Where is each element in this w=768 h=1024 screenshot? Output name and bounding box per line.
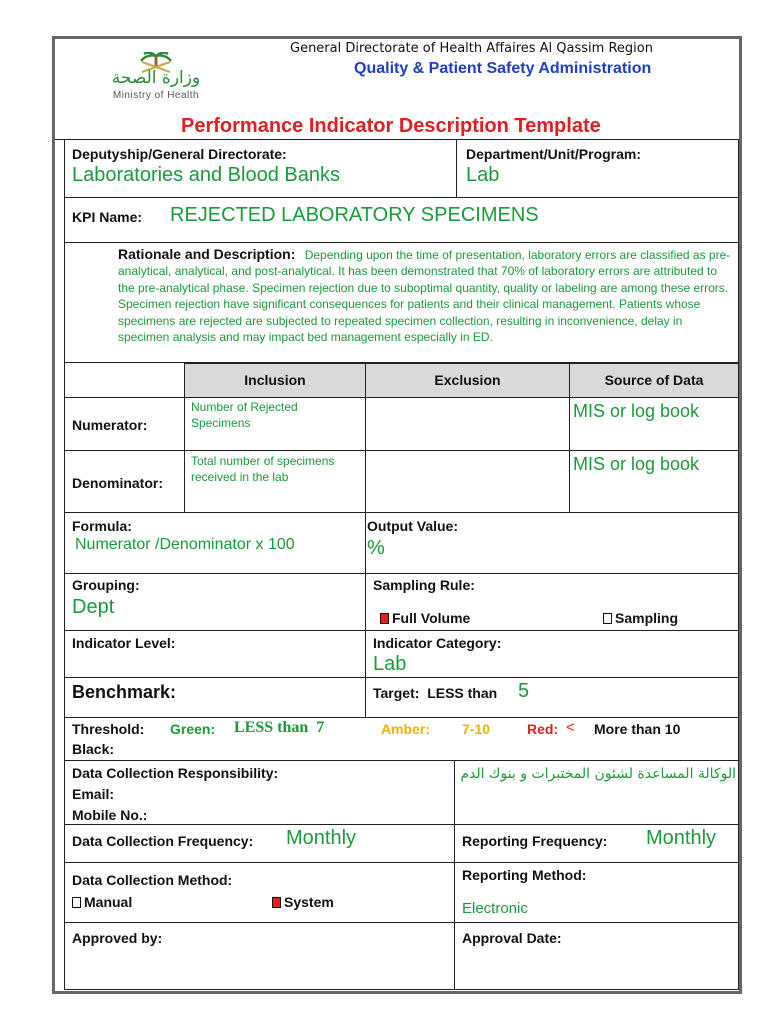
denominator-inclusion: Total number of specimens received in the lab [191, 454, 335, 484]
department-label: Department/Unit/Program: [466, 146, 642, 162]
reporting-method-value: Electronic [462, 900, 528, 917]
directorate-title: General Directorate of Health Affaires Al Qassim Region [290, 41, 653, 56]
numerator-source: MIS or log book [573, 401, 700, 421]
sampling-option-label: Sampling [615, 610, 679, 626]
numerator-label: Numerator: [72, 417, 148, 433]
system-label: System [284, 894, 334, 910]
administration-title: Quality & Patient Safety Administration [354, 60, 652, 77]
full-volume-label: Full Volume [392, 610, 471, 626]
reporting-frequency-label: Reporting Frequency: [462, 833, 608, 849]
formula-label: Formula: [72, 518, 132, 534]
sampling-option[interactable] [603, 610, 678, 626]
threshold-green-label: Green: [170, 721, 216, 737]
approved-by-label: Approved by: [72, 930, 163, 946]
system-checkbox[interactable] [272, 897, 281, 908]
system-option[interactable] [272, 894, 334, 910]
template-title: Performance Indicator Description Template [181, 115, 601, 137]
kpi-label: KPI Name: [72, 209, 143, 225]
grouping-value: Dept [72, 596, 115, 618]
mobile-label: Mobile No.: [72, 807, 148, 823]
inclusion-header: Inclusion [185, 364, 365, 397]
threshold-green-value: LESS than 7 [234, 719, 325, 736]
threshold-red-value: More than 10 [594, 721, 681, 737]
deputyship-value: Laboratories and Blood Banks [72, 164, 340, 186]
reporting-method-label: Reporting Method: [462, 867, 587, 883]
threshold-label: Threshold: [72, 721, 145, 737]
kpi-value: REJECTED LABORATORY SPECIMENS [170, 204, 539, 226]
denominator-source: MIS or log book [573, 454, 700, 474]
denominator-label: Denominator: [72, 475, 163, 491]
ministry-logo [86, 52, 226, 104]
threshold-black-label: Black: [72, 741, 115, 757]
threshold-red-symbol: < [566, 719, 575, 736]
output-label: Output Value: [367, 518, 458, 534]
full-volume-checkbox[interactable] [380, 613, 389, 624]
rationale-text: Depending upon the time of presentation, laboratory errors are classified as pre-analytical, analytical, and post-analytical. It has been demonstrated that 70% of laboratory errors are attributed to the pre-analytical phase. Specimen rejection due to suboptimal quantity, quality or labeling are among these errors. Specimen rejection have significant consequences for patients and their clinical management. Patients whose specimens are rejected are subjected to repeated specimen collection, resulting in inconvenience, delay in specimen analysis and may impact bed management especially in ED. [118, 248, 731, 345]
target-value: 5 [518, 680, 530, 702]
benchmark-label: Benchmark: [72, 682, 177, 702]
collection-method-label: Data Collection Method: [72, 872, 233, 888]
department-value: Lab [466, 164, 500, 186]
full-volume-option[interactable] [380, 610, 470, 626]
collection-frequency-value: Monthly [286, 827, 357, 849]
grouping-label: Grouping: [72, 577, 140, 593]
reporting-frequency-value: Monthly [646, 827, 717, 849]
logo-arabic-text: وزارة الصحة [111, 68, 201, 88]
rationale-label: Rationale and Description: [118, 246, 296, 262]
numerator-inclusion: Number of Rejected Specimens [191, 400, 298, 430]
sampling-label: Sampling Rule: [373, 577, 475, 593]
logo-english-text: Ministry of Health [112, 90, 200, 101]
indicator-category-value: Lab [373, 653, 407, 675]
formula-value: Numerator /Denominator x 100 [75, 536, 295, 553]
threshold-amber-value: 7-10 [462, 721, 491, 737]
email-label: Email: [72, 786, 115, 802]
sampling-checkbox[interactable] [603, 613, 612, 624]
threshold-amber-label: Amber: [381, 721, 431, 737]
approval-date-label: Approval Date: [462, 930, 562, 946]
manual-option[interactable] [72, 894, 132, 910]
output-value: % [367, 537, 385, 559]
target-label: Target: LESS than [373, 685, 498, 701]
responsibility-label: Data Collection Responsibility: [72, 765, 279, 781]
indicator-category-label: Indicator Category: [373, 635, 502, 651]
threshold-red-label: Red: [527, 721, 559, 737]
manual-checkbox[interactable] [72, 897, 81, 908]
manual-label: Manual [84, 894, 133, 910]
deputyship-label: Deputyship/General Directorate: [72, 146, 287, 162]
rationale-block [118, 246, 734, 345]
responsibility-value: الوكالة المساعدة لشئون المختبرات و بنوك الدم [460, 766, 736, 782]
indicator-level-label: Indicator Level: [72, 635, 176, 651]
exclusion-header: Exclusion [366, 364, 569, 397]
source-header: Source of Data [570, 364, 738, 397]
collection-frequency-label: Data Collection Frequency: [72, 833, 254, 849]
